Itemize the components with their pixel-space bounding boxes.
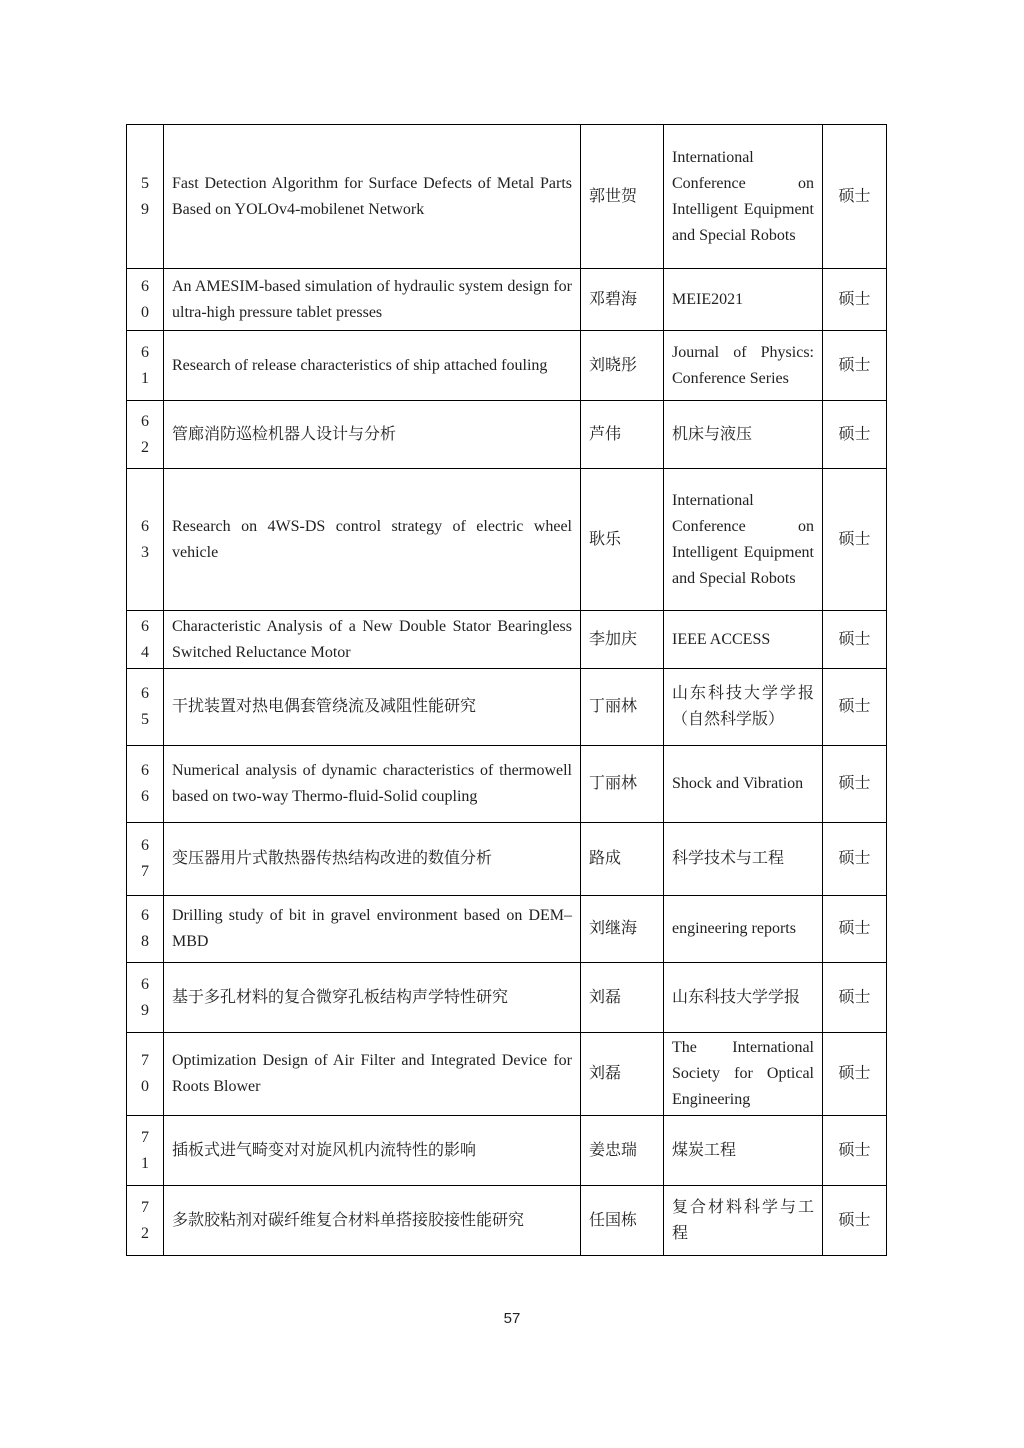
row-number-digit-top: 6 (141, 762, 149, 779)
author-cell: 丁丽林 (581, 746, 664, 823)
table-row (127, 963, 887, 1033)
row-number-digit-top: 6 (141, 412, 149, 430)
paper-title-cell: Characteristic Analysis of a New Double Stator Bearingless Switched Reluctance Motor (164, 611, 581, 669)
table-row (127, 896, 887, 963)
author-cell: 丁丽林 (581, 669, 664, 746)
degree-cell: 硕士 (823, 1186, 887, 1256)
venue-cell: 山东科技大学学报（自然科学版） (664, 669, 823, 746)
row-number-digit-bottom: 0 (141, 1078, 149, 1095)
author-cell: 刘磊 (581, 1033, 664, 1116)
venue-cell: IEEE ACCESS (664, 611, 823, 669)
author-cell: 邓碧海 (581, 269, 664, 331)
author-cell: 任国栋 (581, 1186, 664, 1256)
paper-title-cell: Research on 4WS-DS control strategy of electric wheel vehicle (164, 469, 581, 611)
author-cell: 路成 (581, 823, 664, 896)
paper-title-cell: 插板式进气畸变对对旋风机内流特性的影响 (164, 1116, 581, 1186)
degree-cell: 硕士 (823, 963, 887, 1033)
author-cell: 刘继海 (581, 896, 664, 963)
row-number-digit-bottom: 4 (141, 643, 149, 661)
venue-cell: Shock and Vibration (664, 746, 823, 823)
row-number-cell (127, 125, 164, 269)
author-cell: 刘磊 (581, 963, 664, 1033)
author-cell: 耿乐 (581, 469, 664, 611)
table-row (127, 125, 887, 269)
row-number-digit-top: 5 (141, 174, 149, 192)
table-row (127, 823, 887, 896)
degree-cell: 硕士 (823, 331, 887, 401)
degree-cell: 硕士 (823, 746, 887, 823)
row-number-cell (127, 669, 164, 746)
table-row (127, 269, 887, 331)
row-number-cell (127, 331, 164, 401)
row-number-digit-bottom: 9 (141, 1001, 149, 1019)
row-number-cell (127, 1033, 164, 1116)
venue-cell: 复合材料科学与工程 (664, 1186, 823, 1256)
paper-title-cell: 多款胶粘剂对碳纤维复合材料单搭接胶接性能研究 (164, 1186, 581, 1256)
row-number-digit-bottom: 2 (141, 1224, 149, 1242)
venue-cell: International Conference on Intelligent Equipment and Special Robots (664, 125, 823, 269)
degree-cell: 硕士 (823, 469, 887, 611)
page-number: 57 (503, 1310, 521, 1327)
degree-cell: 硕士 (823, 823, 887, 896)
table-row (127, 746, 887, 823)
degree-cell: 硕士 (823, 1033, 887, 1116)
row-number-cell (127, 896, 164, 963)
row-number-digit-top: 6 (141, 343, 149, 361)
row-number-digit-top: 6 (141, 277, 149, 295)
degree-cell: 硕士 (823, 669, 887, 746)
row-number-digit-top: 7 (141, 1128, 149, 1146)
table-row (127, 611, 887, 669)
paper-title-cell: 干扰装置对热电偶套管绕流及减阻性能研究 (164, 669, 581, 746)
row-number-cell (127, 269, 164, 331)
venue-cell: 煤炭工程 (664, 1116, 823, 1186)
publications-table (126, 124, 887, 1256)
venue-cell: International Conference on Intelligent Equipment and Special Robots (664, 469, 823, 611)
row-number-cell (127, 1116, 164, 1186)
venue-cell: 科学技术与工程 (664, 823, 823, 896)
row-number-cell (127, 401, 164, 469)
row-number-digit-bottom: 5 (141, 711, 149, 728)
paper-title-cell: 变压器用片式散热器传热结构改进的数值分析 (164, 823, 581, 896)
row-number-digit-bottom: 3 (141, 543, 149, 561)
table-row (127, 331, 887, 401)
author-cell: 姜忠瑞 (581, 1116, 664, 1186)
row-number-digit-top: 6 (141, 617, 149, 635)
venue-cell: MEIE2021 (664, 269, 823, 331)
row-number-digit-bottom: 0 (141, 303, 149, 321)
publications-table-body (127, 125, 887, 1256)
paper-title-cell: Fast Detection Algorithm for Surface Defects of Metal Parts Based on YOLOv4-mobilenet Network (164, 125, 581, 269)
paper-title-cell: Research of release characteristics of ship attached fouling (164, 331, 581, 401)
table-row (127, 669, 887, 746)
table-row (127, 469, 887, 611)
venue-cell: 机床与液压 (664, 401, 823, 469)
table-row (127, 1186, 887, 1256)
venue-cell: engineering reports (664, 896, 823, 963)
row-number-cell (127, 1186, 164, 1256)
row-number-cell (127, 611, 164, 669)
row-number-digit-bottom: 2 (141, 438, 149, 456)
row-number-cell (127, 746, 164, 823)
row-number-cell (127, 963, 164, 1033)
paper-title-cell: Numerical analysis of dynamic characteristics of thermowell based on two-way Thermo-fluid-Solid coupling (164, 746, 581, 823)
paper-title-cell: 管廊消防巡检机器人设计与分析 (164, 401, 581, 469)
author-cell: 刘晓彤 (581, 331, 664, 401)
venue-cell: Journal of Physics: Conference Series (664, 331, 823, 401)
degree-cell: 硕士 (823, 269, 887, 331)
row-number-digit-top: 7 (141, 1198, 149, 1216)
degree-cell: 硕士 (823, 401, 887, 469)
row-number-digit-bottom: 9 (141, 200, 149, 218)
paper-title-cell: Drilling study of bit in gravel environment based on DEM–MBD (164, 896, 581, 963)
paper-title-cell: An AMESIM-based simulation of hydraulic system design for ultra-high pressure tablet presses (164, 269, 581, 331)
row-number-digit-top: 6 (141, 837, 149, 854)
row-number-digit-bottom: 1 (141, 1154, 149, 1172)
row-number-digit-bottom: 6 (141, 788, 149, 805)
venue-cell: 山东科技大学学报 (664, 963, 823, 1033)
table-row (127, 1116, 887, 1186)
author-cell: 芦伟 (581, 401, 664, 469)
row-number-digit-top: 6 (141, 907, 149, 924)
row-number-digit-bottom: 8 (141, 933, 149, 950)
degree-cell: 硕士 (823, 896, 887, 963)
degree-cell: 硕士 (823, 1116, 887, 1186)
author-cell: 李加庆 (581, 611, 664, 669)
row-number-digit-top: 7 (141, 1052, 149, 1069)
row-number-digit-bottom: 1 (141, 369, 149, 387)
paper-title-cell: 基于多孔材料的复合微穿孔板结构声学特性研究 (164, 963, 581, 1033)
row-number-digit-top: 6 (141, 975, 149, 993)
row-number-cell (127, 823, 164, 896)
row-number-digit-top: 6 (141, 685, 149, 702)
venue-cell: The International Society for Optical Engineering (664, 1033, 823, 1116)
table-row (127, 401, 887, 469)
row-number-digit-bottom: 7 (141, 863, 149, 880)
row-number-digit-top: 6 (141, 517, 149, 535)
row-number-cell (127, 469, 164, 611)
degree-cell: 硕士 (823, 611, 887, 669)
table-row (127, 1033, 887, 1116)
degree-cell: 硕士 (823, 125, 887, 269)
paper-title-cell: Optimization Design of Air Filter and Integrated Device for Roots Blower (164, 1033, 581, 1116)
author-cell: 郭世贺 (581, 125, 664, 269)
